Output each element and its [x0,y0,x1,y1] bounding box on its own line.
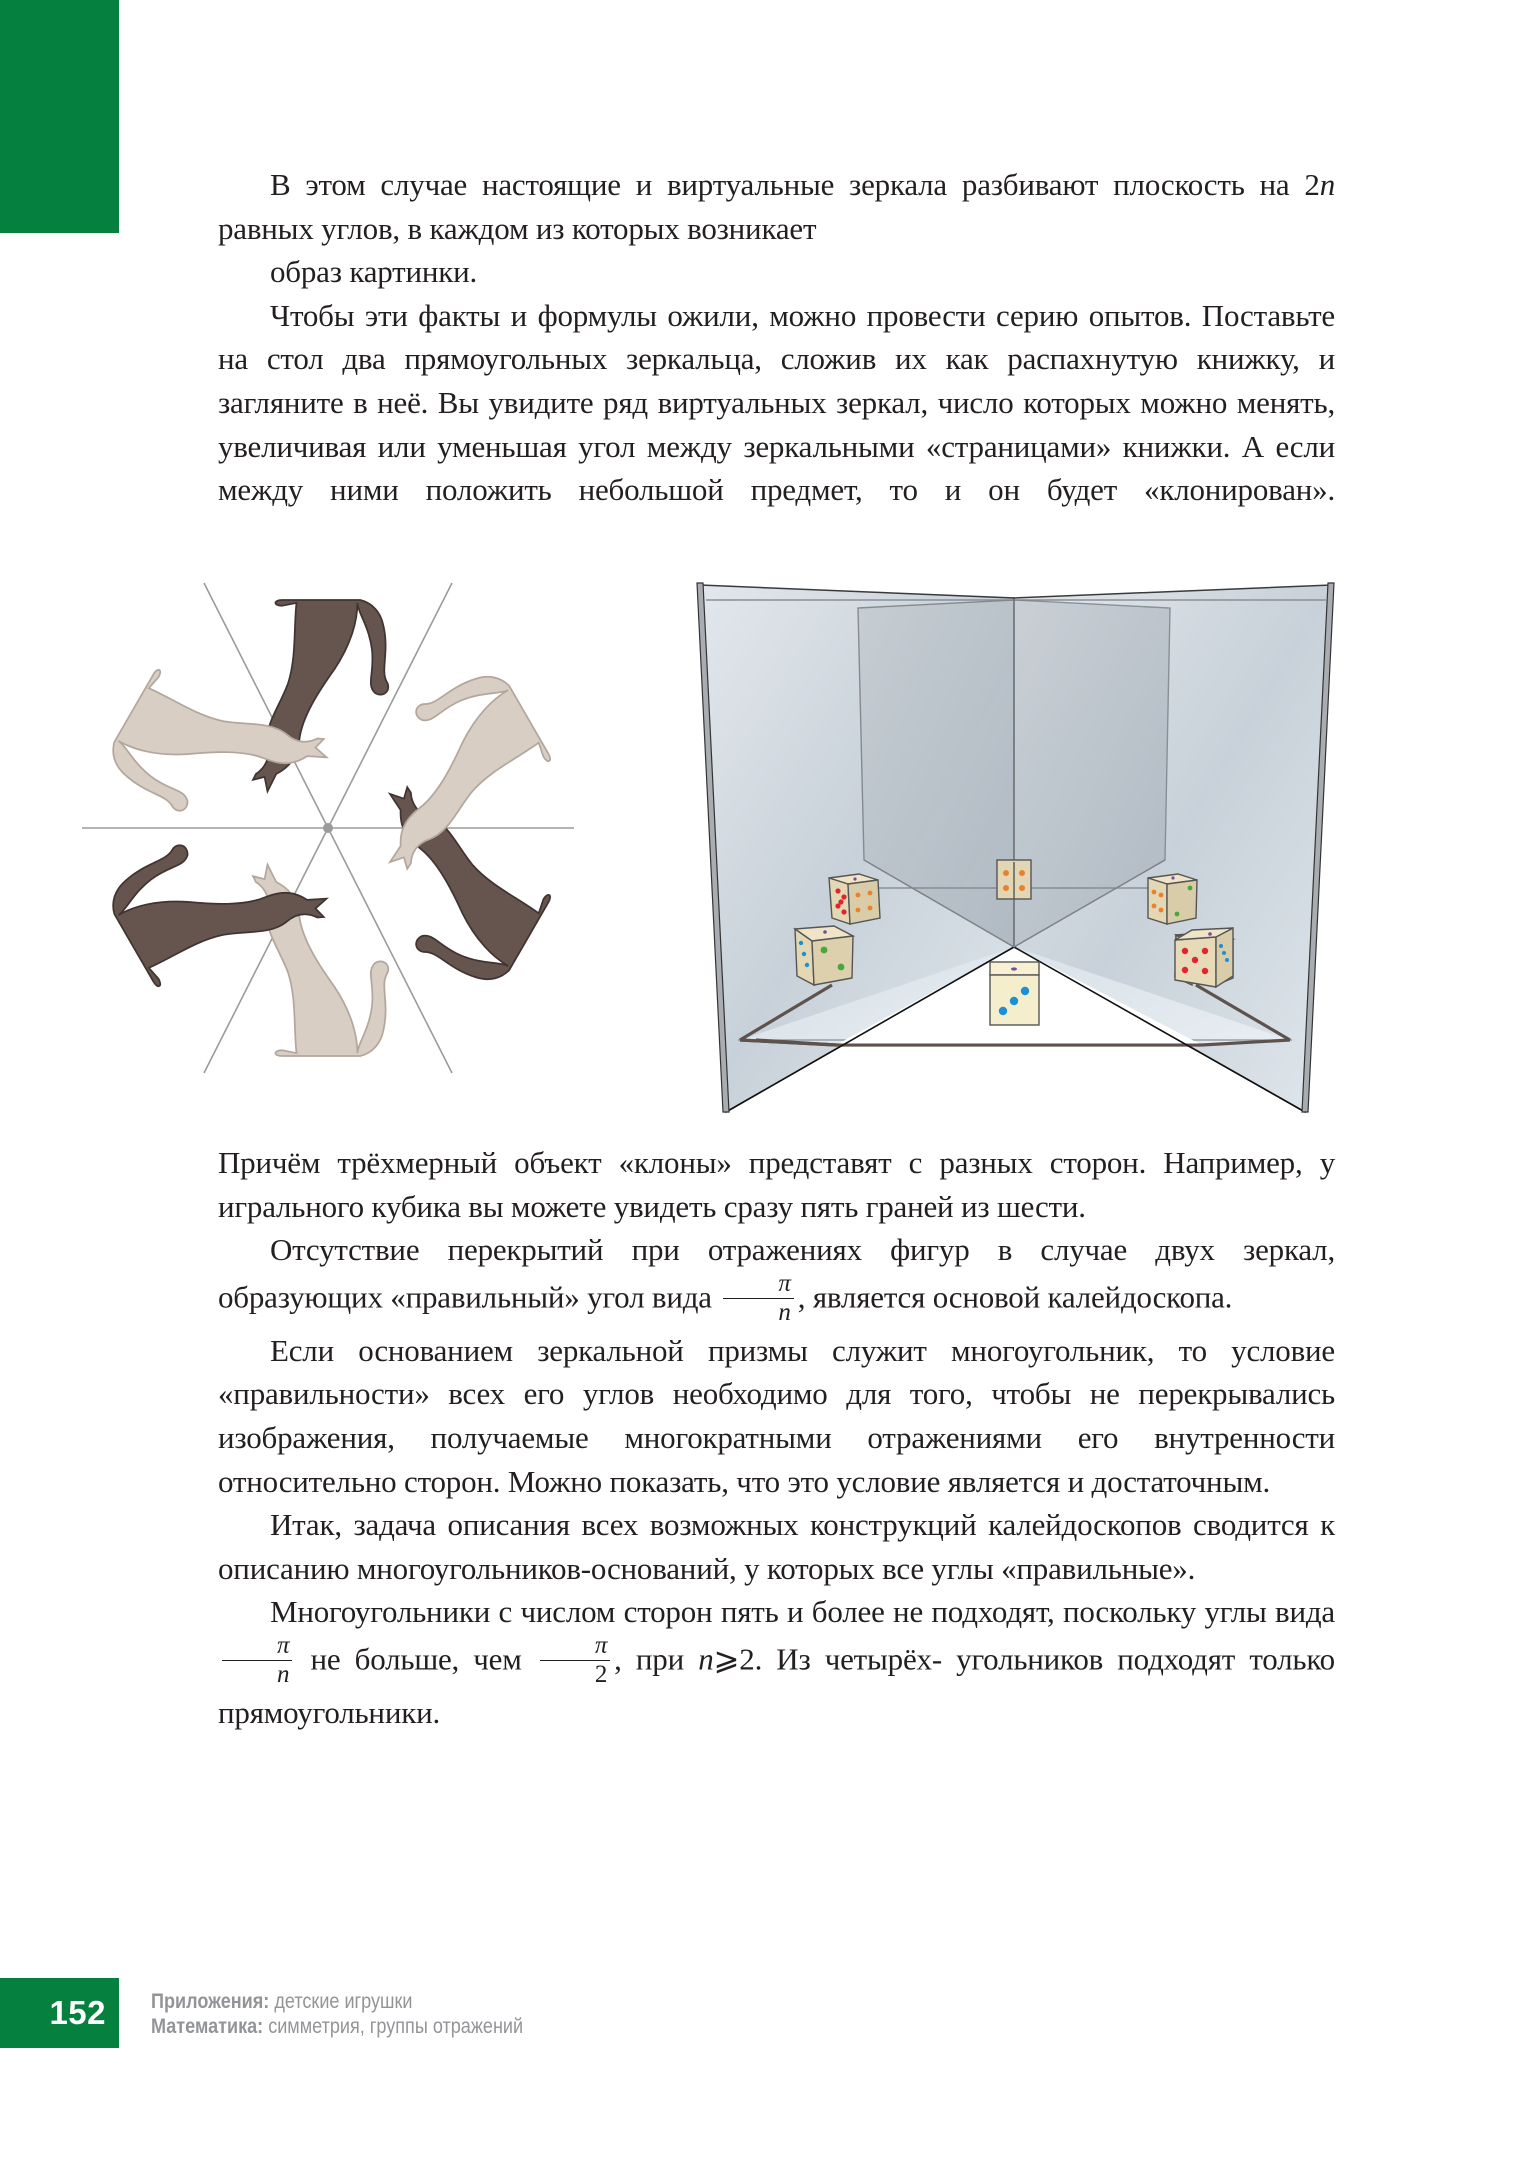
cat-bottom-icon [253,865,388,1056]
cat-top-icon [253,600,388,791]
paragraph-1: В этом случае настоящие и виртуальные зеркала разбивают плоскость на 2n равных углов, в каждом из которых возникает образ картинки. [218,167,1335,290]
die-real-front [990,962,1039,1025]
paragraph-4: Отсутствие перекрытий при отражениях фигур в случае двух зеркал, образующих «правильный» угол вида $\frac{\pi}{n}$ , является основой калейдоскопа. [218,1232,1335,1326]
paragraph-2: Чтобы эти факты и формулы ожили, можно провести серию опытов. Поставьте на стол два прямоугольных зеркальца, сложив их как распахнутую книжку, и загляните в неё. Вы увидите ряд виртуальных зеркал, число которых можно менять, увеличивая или уменьшая угол между зеркальными «страницами» книжки. А если между ними положить небольшой предмет, то и он будет «клонирован». [218,297,1335,508]
kaleidoscope-cats-figure [78,578,578,1078]
page-number: 152 [49,1994,106,2031]
paragraph-7: Многоугольники с числом сторон пять и более не подходят, поскольку углы вида $\frac{\pi}{n}$ не больше, чем $\frac{\pi}{2}$ , при n⩾2. Из четырёх- угольников подходят только прямоугольники. [218,1594,1335,1730]
mirror-book-figure [690,578,1350,1123]
running-footer [151,1989,523,2039]
body-text-bottom [218,1141,1335,1735]
fraction-pi-over-n-2: $\frac{\pi}{n}$ [222,1632,292,1689]
paragraph-5: Если основанием зеркальной призмы служит многоугольник, то условие «правильности» всех его углов необходимо для того, чтобы не перекрывались изображения, получаемые многократными отражениями его внутренности относительно сторон. Можно показать, что это условие является и достаточным. [218,1332,1335,1499]
page-number-box [0,1978,119,2048]
die-far-center [997,860,1031,899]
paragraph-3: Причём трёхмерный объект «клоны» представят с разных сторон. Например, у игрального кубика вы можете увидеть сразу пять граней из шести. [218,1145,1335,1224]
die-lower-right [1175,928,1233,987]
fraction-pi-over-n: $\frac{\pi}{n}$ [723,1270,793,1327]
paragraph-6: Итак, задача описания всех возможных конструкций калейдоскопов сводится к описанию многоугольников-оснований, у которых все углы «правильные». [218,1507,1335,1586]
die-upper-right [1148,874,1197,924]
center-point [323,823,333,833]
die-lower-left [795,926,853,985]
footer-line-applications: Приложения: детские игрушки [151,1990,413,2013]
die-upper-left [829,874,880,924]
body-text-top [218,163,1335,512]
fraction-pi-over-2: $\frac{\pi}{2}$ [540,1632,610,1689]
footer-line-mathematics: Математика: симметрия, группы отражений [151,2015,524,2038]
chapter-color-tab [0,0,119,233]
